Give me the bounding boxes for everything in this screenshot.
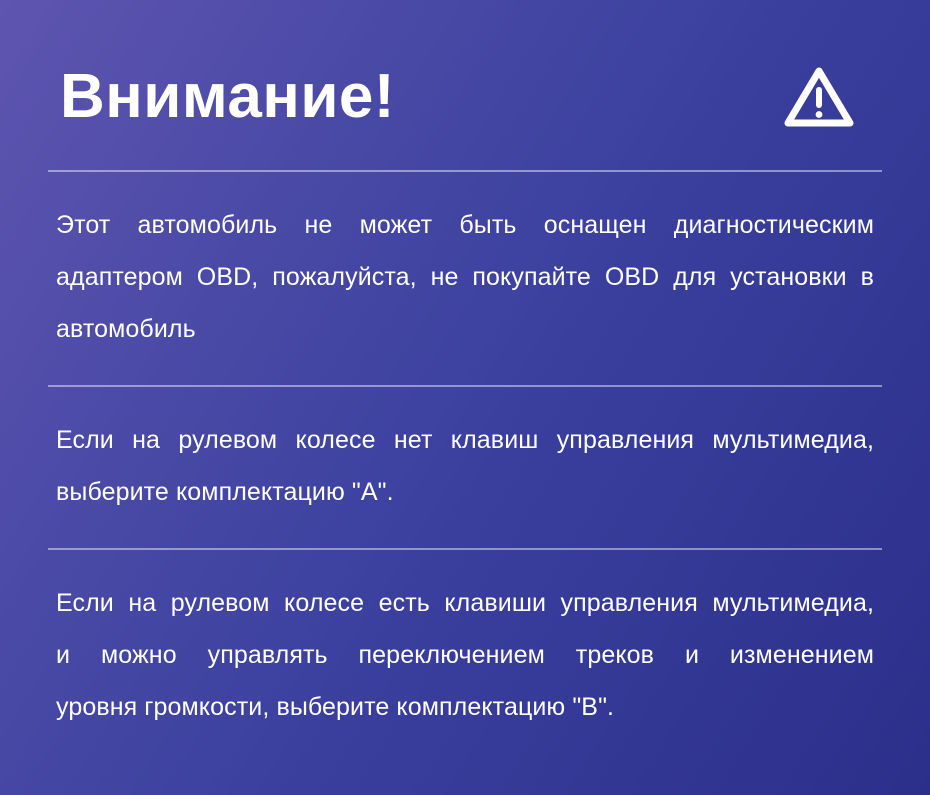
sections bbox=[56, 172, 874, 763]
paragraph-line: адаптером OBD, пожалуйста, не покупайте OBD для установки в bbox=[56, 263, 874, 291]
paragraph-line: Если на рулевом колесе есть клавиши управления мультимедиа, bbox=[56, 589, 874, 617]
paragraph-line: уровня громкости, выберите комплектацию "В". bbox=[56, 693, 615, 721]
warning-triangle-icon bbox=[782, 65, 856, 131]
header bbox=[56, 62, 874, 132]
paragraph-line: Этот автомобиль не может быть оснащен диагностическим bbox=[56, 211, 874, 239]
paragraph-line: автомобиль bbox=[56, 315, 196, 343]
notice-paragraph bbox=[56, 172, 874, 385]
notice-paragraph bbox=[56, 550, 874, 763]
paragraph-line: выберите комплектацию "А". bbox=[56, 478, 394, 506]
paragraph-line: и можно управлять переключением треков и изменением bbox=[56, 641, 874, 669]
paragraph-line: Если на рулевом колесе нет клавиш управления мультимедиа, bbox=[56, 426, 874, 454]
page-title: Внимание! bbox=[60, 62, 396, 131]
notice-paragraph bbox=[56, 387, 874, 548]
